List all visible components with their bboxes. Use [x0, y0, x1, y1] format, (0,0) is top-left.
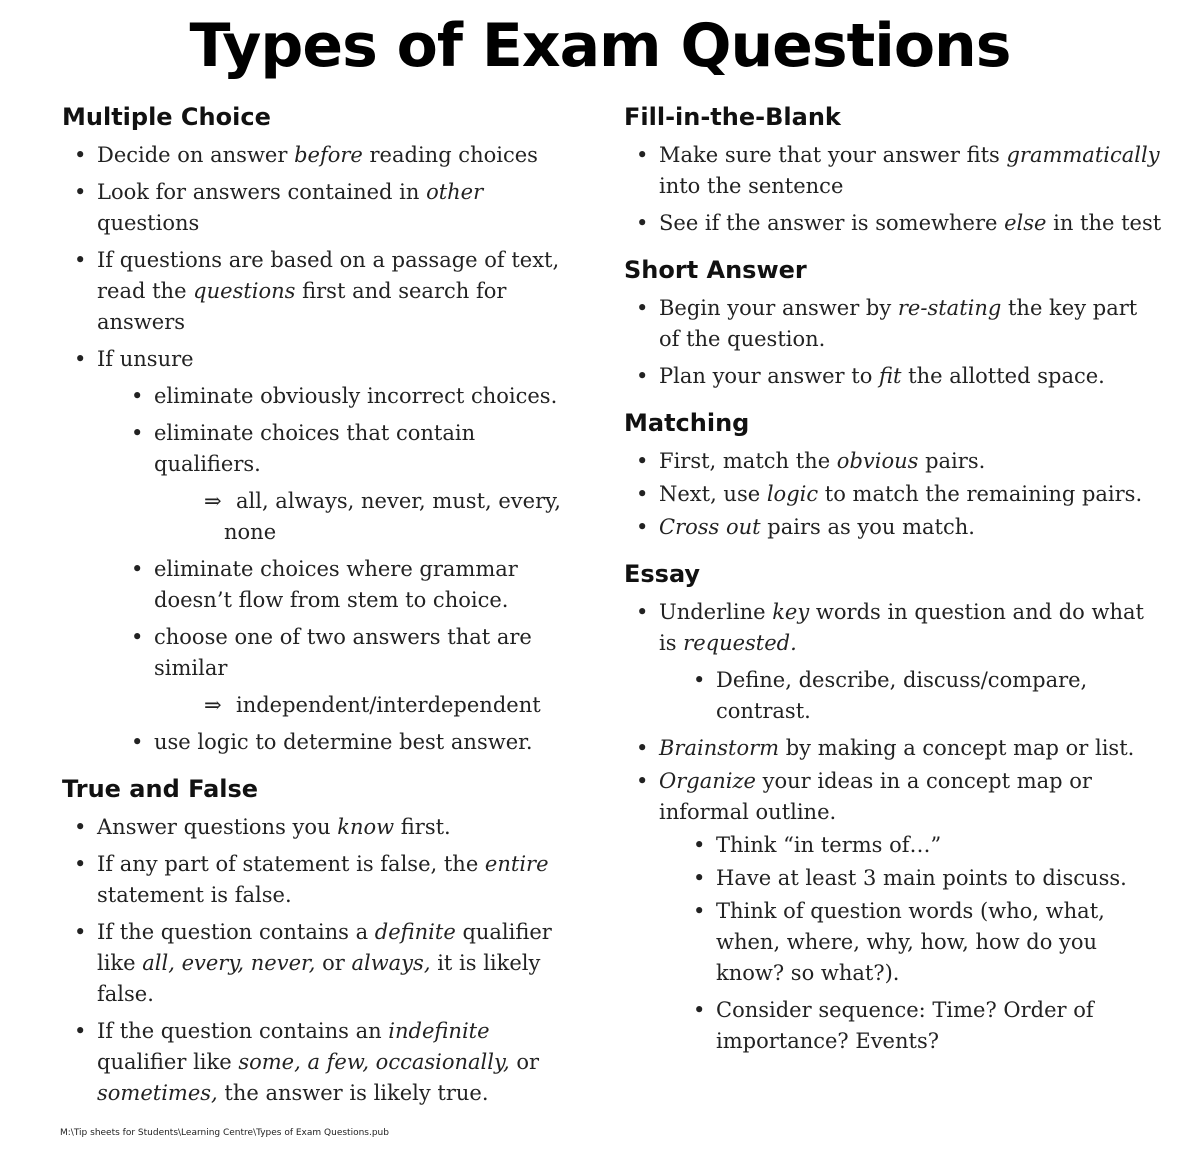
heading-matching: Matching	[624, 409, 750, 437]
list-item: • If any part of statement is false, the entire statement is false.	[62, 849, 582, 911]
list-item: • eliminate choices that contain qualifiers.	[62, 418, 582, 480]
list-item: • Underline key words in question and do what is requested.	[624, 597, 1164, 659]
list-item: • Plan your answer to fit the allotted space.	[624, 361, 1164, 392]
list-item: • Consider sequence: Time? Order of importance? Events?	[624, 995, 1164, 1057]
list-item: • choose one of two answers that are similar	[62, 622, 582, 684]
right-column	[624, 100, 1164, 1071]
list-item: • If unsure	[62, 344, 582, 375]
list-item: • Decide on answer before reading choices	[62, 140, 582, 171]
list-item: • Define, describe, discuss/compare, contrast.	[624, 665, 1164, 727]
true-false-list	[62, 812, 582, 1109]
section-short-answer	[624, 253, 1164, 392]
list-item: • Make sure that your answer fits grammatically into the sentence	[624, 140, 1164, 202]
list-item: • Next, use logic to match the remaining pairs.	[624, 479, 1164, 510]
list-item: • Cross out pairs as you match.	[624, 512, 1164, 543]
list-item: • eliminate choices where grammar doesn’t flow from stem to choice.	[62, 554, 582, 616]
list-item: • Have at least 3 main points to discuss.	[624, 863, 1164, 894]
list-item: ⇒ independent/interdependent	[62, 690, 582, 721]
list-item: • First, match the obvious pairs.	[624, 446, 1164, 477]
matching-list	[624, 446, 1164, 543]
list-item: • If the question contains a definite qualifier like all, every, never, or always, it is likely false.	[62, 917, 582, 1010]
multiple-choice-list	[62, 140, 582, 758]
list-item: • Answer questions you know first.	[62, 812, 582, 843]
left-column	[62, 100, 582, 1123]
heading-multiple-choice: Multiple Choice	[62, 103, 271, 131]
section-true-false	[62, 772, 582, 1109]
list-item: • See if the answer is somewhere else in the test	[624, 208, 1164, 239]
list-item: • Think “in terms of…”	[624, 830, 1164, 861]
list-item: ⇒ all, always, never, must, every, none	[62, 486, 582, 548]
heading-essay: Essay	[624, 560, 701, 588]
heading-true-false: True and False	[62, 775, 259, 803]
page-title: Types of Exam Questions	[189, 11, 1011, 81]
heading-fill-in-the-blank: Fill-in-the-Blank	[624, 103, 841, 131]
list-item: • Look for answers contained in other questions	[62, 177, 582, 239]
heading-short-answer: Short Answer	[624, 256, 807, 284]
section-fill-in-the-blank	[624, 100, 1164, 239]
list-item: • Begin your answer by re-stating the key part of the question.	[624, 293, 1164, 355]
list-item: • If the question contains an indefinite qualifier like some, a few, occasionally, or sometimes, the answer is likely true.	[62, 1016, 582, 1109]
section-matching	[624, 406, 1164, 543]
list-item: • Organize your ideas in a concept map or informal outline.	[624, 766, 1164, 828]
fill-in-the-blank-list	[624, 140, 1164, 239]
section-multiple-choice	[62, 100, 582, 758]
section-essay	[624, 557, 1164, 1057]
short-answer-list	[624, 293, 1164, 392]
essay-list	[624, 597, 1164, 1057]
file-path-footer: M:\Tip sheets for Students\Learning Centre\Types of Exam Questions.pub	[60, 1128, 389, 1138]
list-item: • use logic to determine best answer.	[62, 727, 582, 758]
list-item: • Brainstorm by making a concept map or list.	[624, 733, 1164, 764]
list-item: • If questions are based on a passage of text, read the questions first and search for answers	[62, 245, 582, 338]
implies-arrow-icon: ⇒	[204, 489, 222, 513]
list-item: • eliminate obviously incorrect choices.	[62, 381, 582, 412]
list-item: • Think of question words (who, what, when, where, why, how, how do you know? so what?).	[624, 896, 1164, 989]
implies-arrow-icon: ⇒	[204, 693, 222, 717]
